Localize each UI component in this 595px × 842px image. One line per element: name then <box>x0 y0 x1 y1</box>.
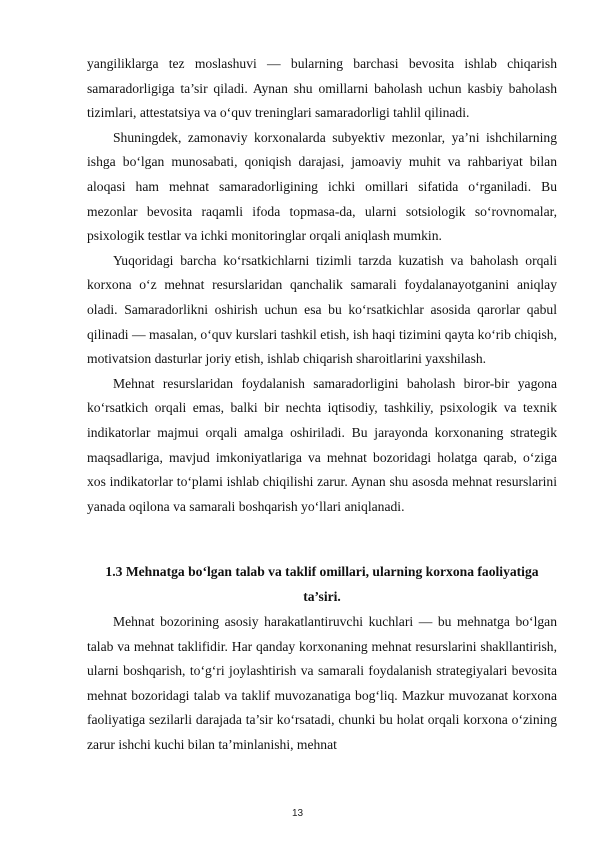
paragraph: Mehnat bozorining asosiy harakatlantiruvchi kuchlari — bu mehnatga bo‘lgan talab va mehnat taklifidir. Har qanday korxonaning mehnat resurslarini shakllantirish, ularni boshqarish, to‘g‘ri joylashtirish va samarali foydalanish strategiyalari bevosita mehnat bozoridagi talab va taklif muvozanatiga bog‘liq. Mazkur muvozanat korxona faoliyatiga sezilarli darajada ta’sir ko‘rsatadi, chunki bu holat orqali korxona o‘zining zarur ishchi kuchi bilan ta’minlanishi, mehnat <box>87 614 557 752</box>
section-heading: 1.3 Mehnatga bo‘lgan talab va taklif omillari, ularning korxona faoliyatiga ta’siri. <box>105 564 539 604</box>
page-number: 13 <box>291 808 304 819</box>
body-text-top <box>87 52 557 519</box>
paragraph: Mehnat resurslaridan foydalanish samaradorligini baholash biror-bir yagona ko‘rsatkich orqali emas, balki bir nechta iqtisodiy, tashkiliy, psixologik va texnik indikatorlar majmui orqali amalga oshiriladi. Bu jarayonda korxonaning strategik maqsadlariga, mavjud imkoniyatlariga va mehnat bozoridagi holatga qarab, o‘ziga xos indikatorlar to‘plami ishlab chiqilishi zarur. Aynan shu asosda mehnat resurslarini yanada oqilona va samarali boshqarish yo‘llari aniqlanadi. <box>87 375 557 514</box>
paragraph: Shuningdek, zamonaviy korxonalarda subyektiv mezonlar, ya’ni ishchilarning ishga bo‘lgan munosabati, qoniqish darajasi, jamoaviy muhit va rahbariyat bilan aloqasi ham mehnat samaradorligining ichki omillari sifatida o‘rganiladi. Bu mezonlar bevosita raqamli ifoda topmasa-da, ularni sotsiologik so‘rovnomalar, psixologik testlar va ichki monitoringlar orqali aniqlash mumkin. <box>87 129 557 244</box>
body-text-bottom <box>87 610 557 758</box>
paragraph: Yuqoridagi barcha ko‘rsatkichlarni tizimli tarzda kuzatish va baholash orqali korxona o‘z mehnat resurslaridan qanchalik samarali foydalanayotganini aniqlay oladi. Samaradorlikni oshirish uchun esa bu ko‘rsatkichlar asosida qarorlar qabul qilinadi — masalan, o‘quv kurslari tashkil etish, ish haqi tizimini qayta ko‘rib chiqish, motivatsion dasturlar joriy etish, ishlab chiqarish sharoitlarini yaxshilash. <box>87 252 557 367</box>
paragraph: yangiliklarga tez moslashuvi — bularning barchasi bevosita ishlab chiqarish samaradorligiga ta’sir qiladi. Aynan shu omillarni baholash uchun kasbiy baholash tizimlari, attestatsiya va o‘quv treninglari samaradorligi tahlil qilinadi. <box>87 56 557 121</box>
